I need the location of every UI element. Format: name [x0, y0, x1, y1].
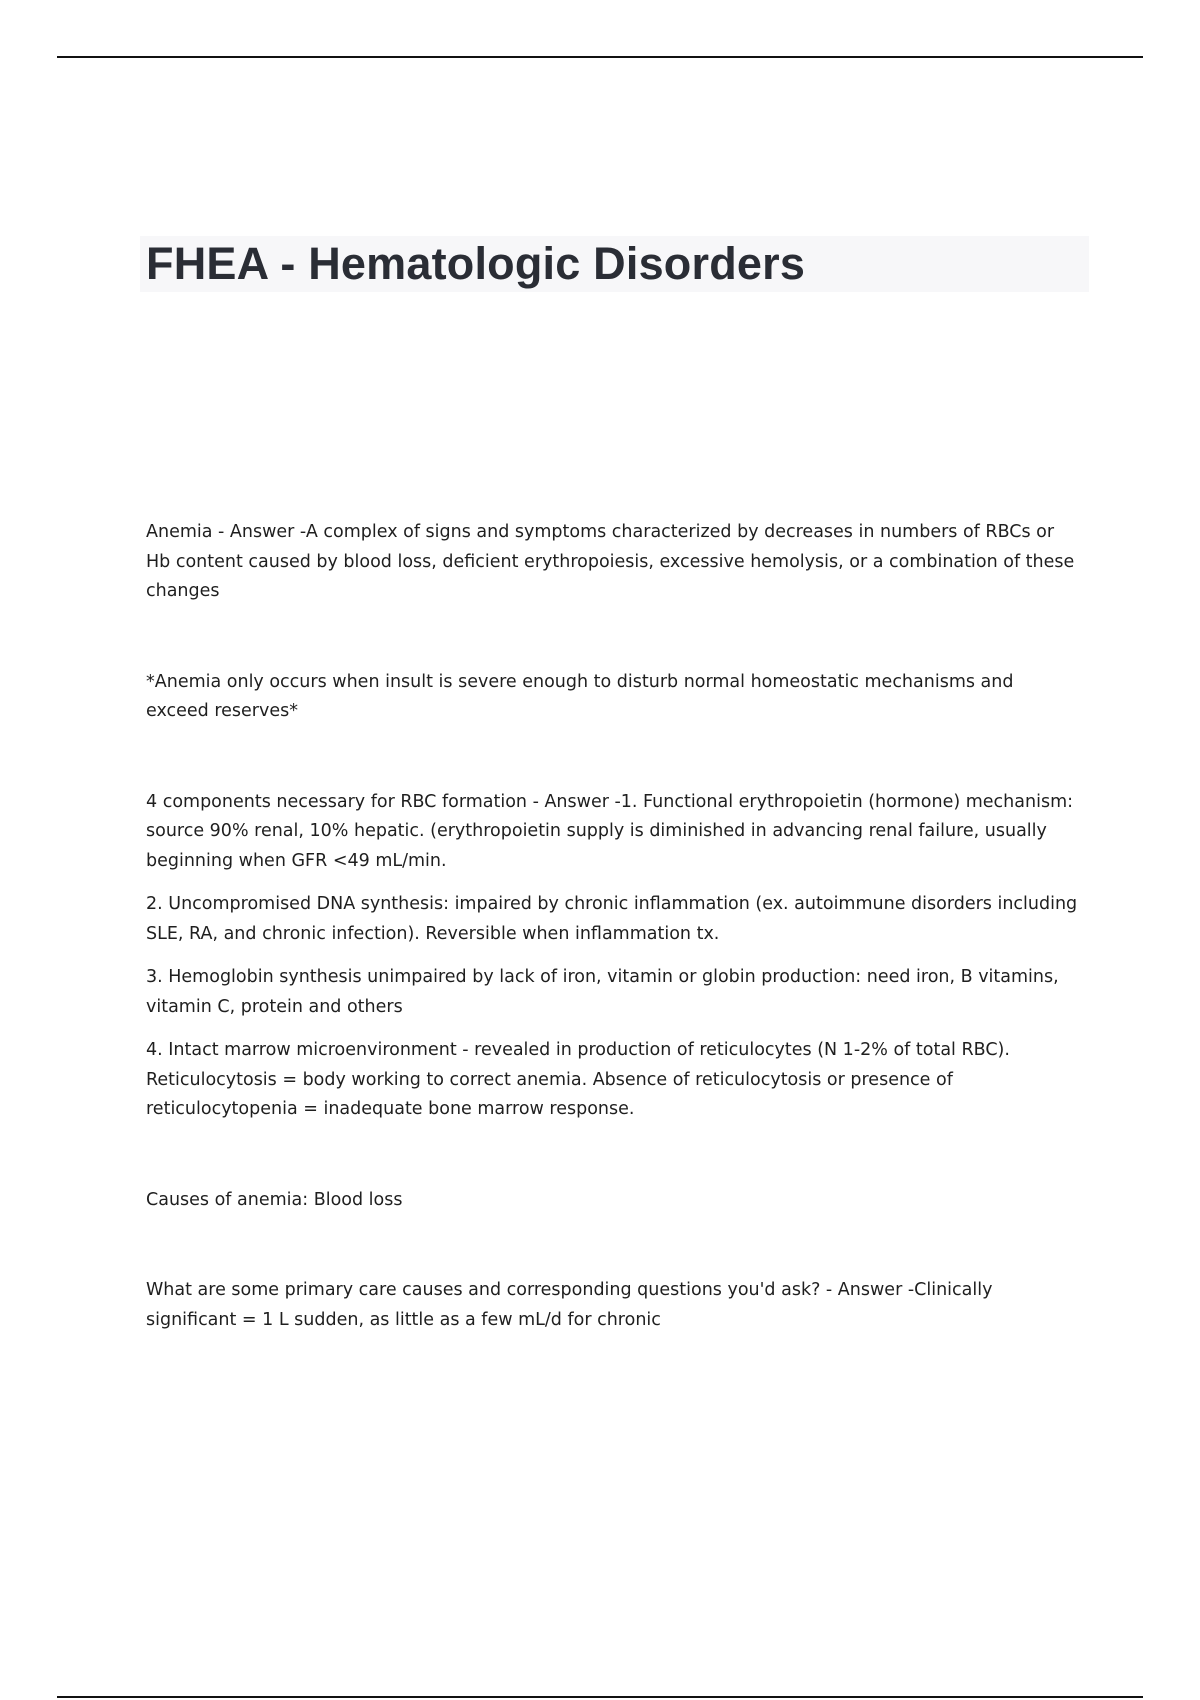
- paragraph-anemia-definition: Anemia - Answer -A complex of signs and symptoms characterized by decreases in numbers of RBCs or Hb content caused by blood loss, deficient erythropoiesis, excessive hemolysis, or a combination of these changes: [146, 522, 1075, 601]
- paragraph-anemia-note: *Anemia only occurs when insult is severe enough to disturb normal homeostatic mechanisms and exceed reserves*: [146, 671, 1014, 721]
- header-rule: [57, 56, 1143, 58]
- paragraph-rbc-components: 4 components necessary for RBC formation - Answer -1. Functional erythropoietin (hormone) mechanism: source 90% renal, 10% hepatic. (erythropoietin supply is diminished in advancing renal failure, usually beginning when GFR <49 mL/min.: [146, 791, 1074, 871]
- footer-rule: [57, 1696, 1143, 1698]
- paragraph-marrow-microenvironment: 4. Intact marrow microenvironment - revealed in production of reticulocytes (N 1-2% of total RBC). Reticulocytosis = body working to correct anemia. Absence of reticulocytosis or presence of reticulocytopenia = inadequate bone marrow response.: [146, 1040, 1010, 1119]
- document-body: [146, 518, 1081, 1335]
- page-title: FHEA - Hematologic Disorders: [146, 238, 806, 289]
- paragraph-primary-care-question: What are some primary care causes and corresponding questions you'd ask? - Answer -Clinically significant = 1 L sudden, as little as a few mL/d for chronic: [146, 1280, 993, 1330]
- paragraph-hemoglobin-synthesis: 3. Hemoglobin synthesis unimpaired by lack of iron, vitamin or globin production: need iron, B vitamins, vitamin C, protein and others: [146, 967, 1059, 1017]
- paragraph-dna-synthesis: 2. Uncompromised DNA synthesis: impaired by chronic inflammation (ex. autoimmune disorders including SLE, RA, and chronic infection). Reversible when inflammation tx.: [146, 894, 1078, 944]
- paragraph-causes-heading: Causes of anemia: Blood loss: [146, 1189, 403, 1210]
